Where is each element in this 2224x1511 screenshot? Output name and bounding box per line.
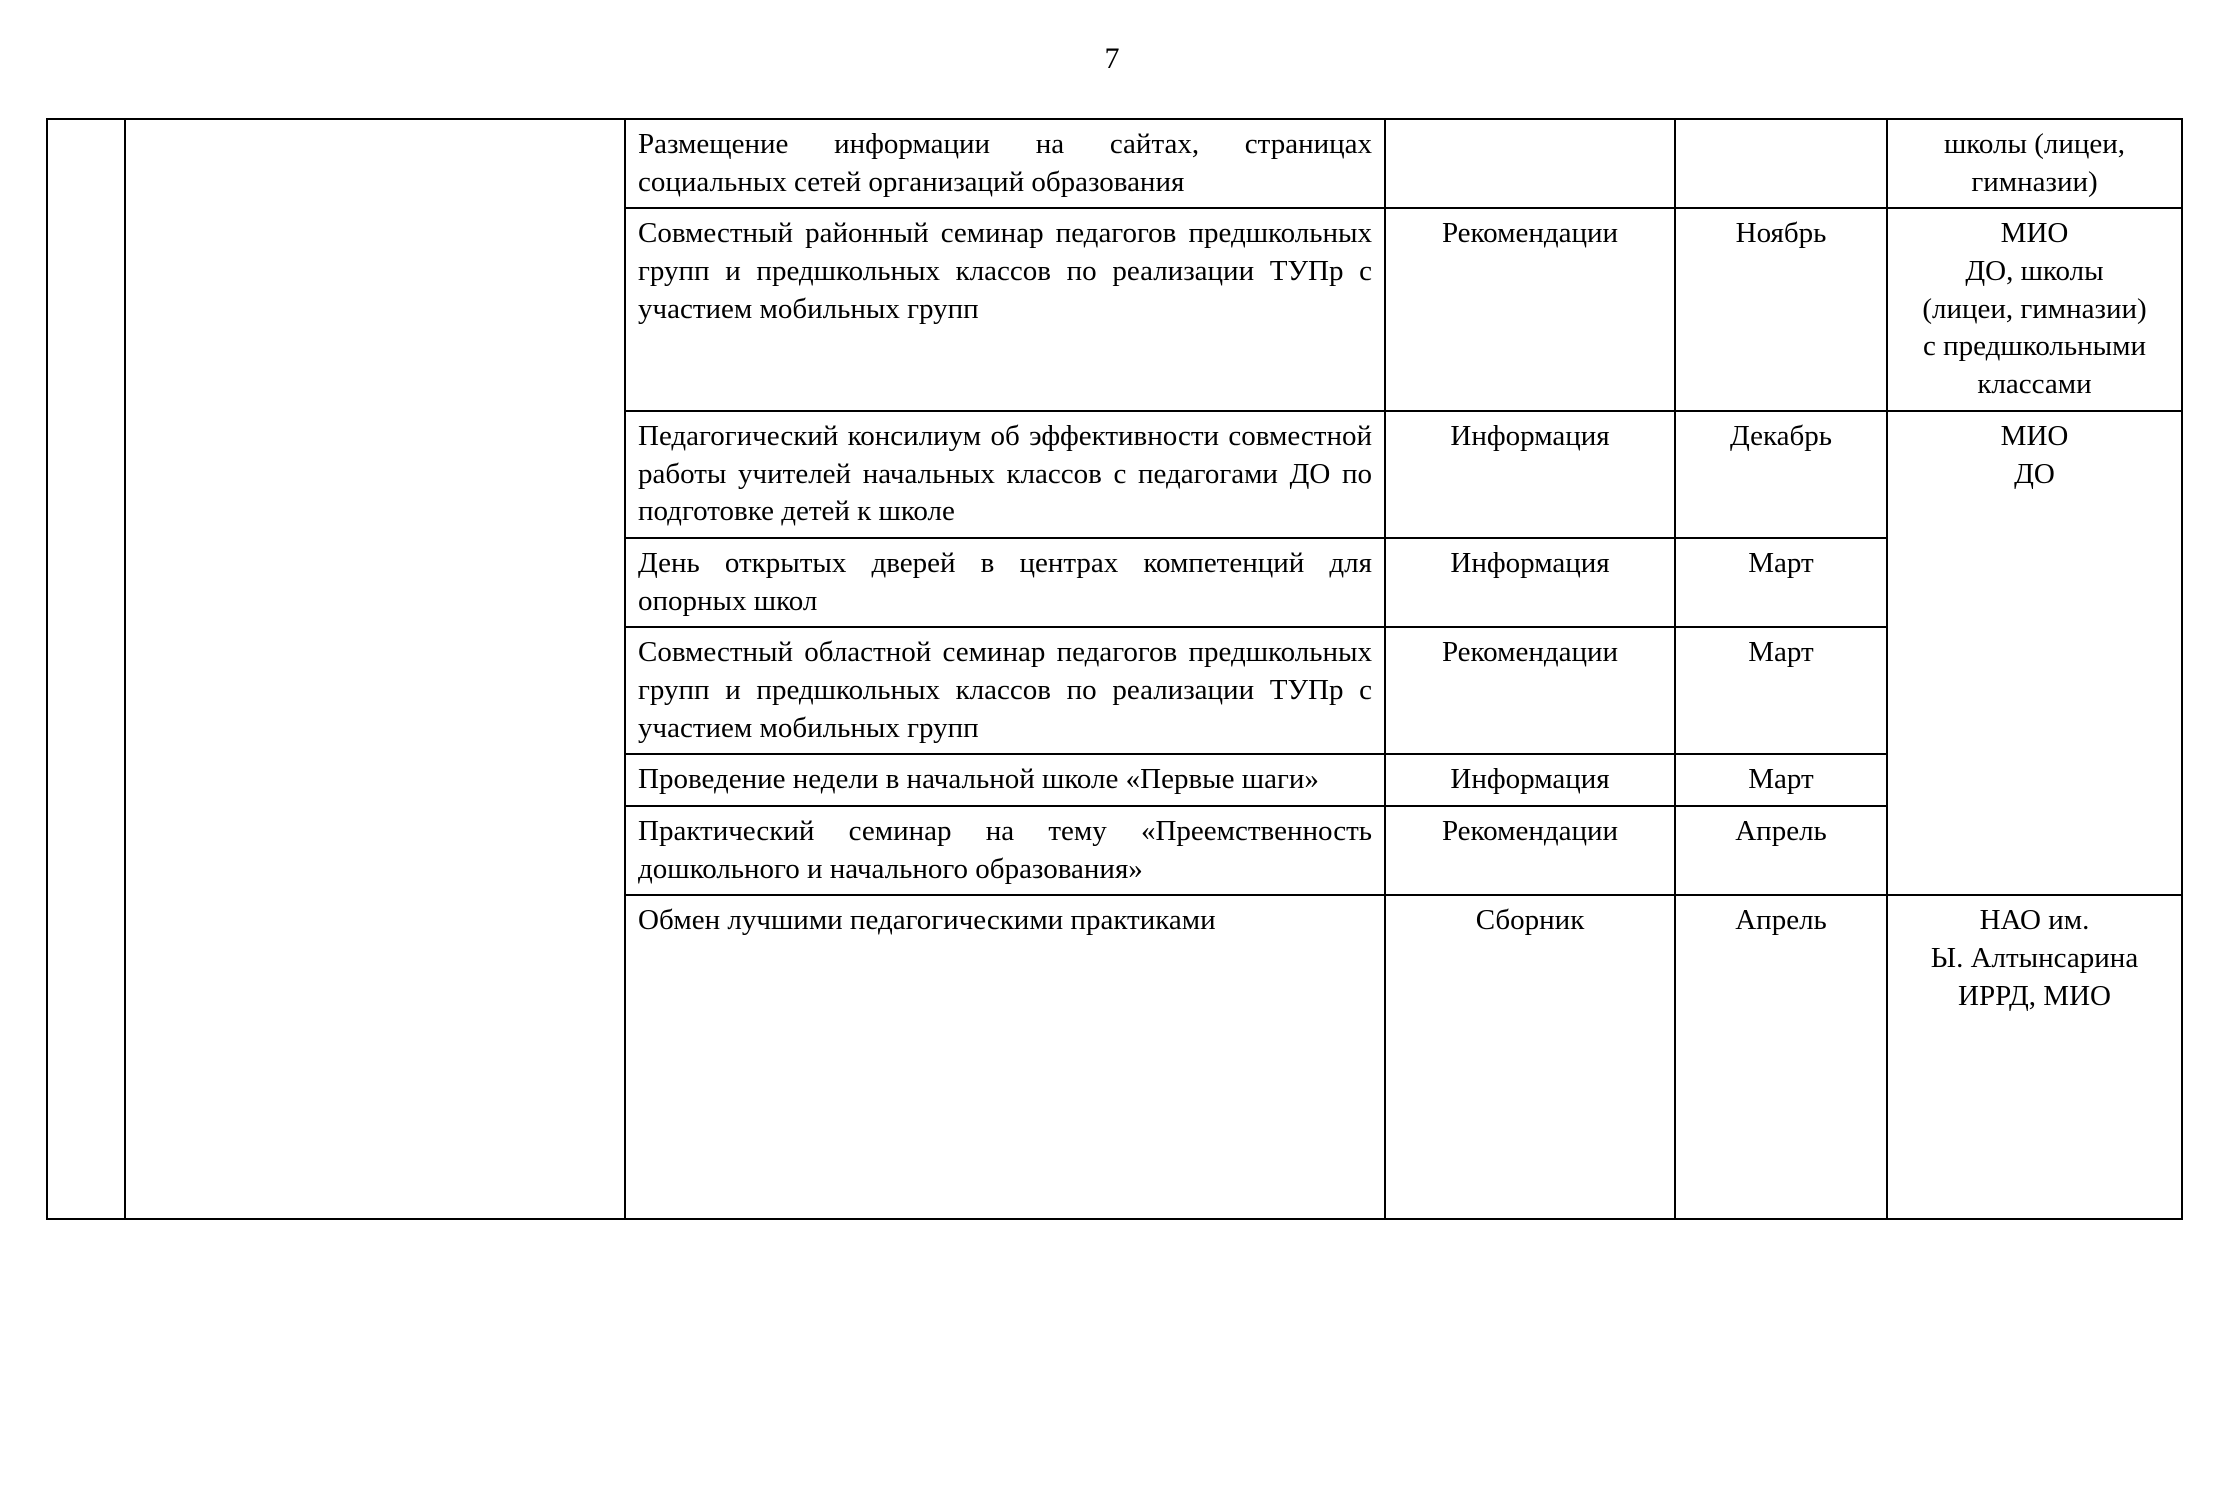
form-cell: Информация [1385, 411, 1675, 538]
term-cell: Декабрь [1675, 411, 1887, 538]
term-cell: Апрель [1675, 806, 1887, 895]
form-cell: Сборник [1385, 895, 1675, 1219]
responsible-cell [1887, 208, 2182, 410]
event-cell: Размещение информации на сайтах, страницах социальных сетей организаций образования [625, 119, 1385, 208]
term-cell: Март [1675, 538, 1887, 627]
event-cell: Совместный областной семинар педагогов предшкольных групп и предшкольных классов по реализации ТУПр с участием мобильных групп [625, 627, 1385, 754]
responsible-line: школы (лицеи, [1943, 128, 2126, 160]
form-cell: Рекомендации [1385, 627, 1675, 754]
responsible-line: НАО им. [1979, 904, 2090, 937]
responsible-line: с предшкольными [1922, 330, 2147, 363]
responsible-line: МИО [2000, 419, 2069, 452]
responsible-line: Ы. Алтынсарина [1930, 942, 2139, 975]
event-cell: Совместный районный семинар педагогов предшкольных групп и предшкольных классов по реализации ТУПр с участием мобильных групп [625, 208, 1385, 410]
responsible-line: ИРРД, МИО [1958, 979, 2111, 1012]
direction-cell [125, 119, 625, 1219]
schedule-table [46, 118, 2183, 1220]
form-cell [1385, 119, 1675, 208]
responsible-cell [1887, 411, 2182, 896]
responsible-line: (лицеи, гимназии) [1922, 292, 2147, 325]
responsible-line: гимназии) [1971, 165, 2098, 198]
responsible-line: ДО, школы [1965, 255, 2104, 288]
page-number: 7 [1104, 42, 1120, 75]
form-cell: Рекомендации [1385, 806, 1675, 895]
row-number-cell [47, 119, 125, 1219]
term-cell: Апрель [1675, 895, 1887, 1219]
event-cell: Педагогический консилиум об эффективности совместной работы учителей начальных классов с педагогами ДО по подготовке детей к школе [625, 411, 1385, 538]
responsible-line: ДО [2014, 457, 2055, 490]
form-cell: Информация [1385, 754, 1675, 806]
event-cell: День открытых дверей в центрах компетенций для опорных школ [625, 538, 1385, 627]
form-cell: Рекомендации [1385, 208, 1675, 410]
event-cell: Проведение недели в начальной школе «Первые шаги» [625, 754, 1385, 806]
term-cell [1675, 119, 1887, 208]
responsible-cell [1887, 895, 2182, 1219]
event-cell: Практический семинар на тему «Преемственность дошкольного и начального образования» [625, 806, 1385, 895]
term-cell: Март [1675, 754, 1887, 806]
event-cell: Обмен лучшими педагогическими практиками [625, 895, 1385, 1219]
responsible-cell [1887, 119, 2182, 208]
form-cell: Информация [1385, 538, 1675, 627]
responsible-line: МИО [2000, 217, 2069, 250]
schedule-table-container [46, 118, 2181, 1220]
responsible-line: классами [1977, 368, 2092, 401]
table-row [47, 119, 2182, 208]
term-cell: Ноябрь [1675, 208, 1887, 410]
term-cell: Март [1675, 627, 1887, 754]
